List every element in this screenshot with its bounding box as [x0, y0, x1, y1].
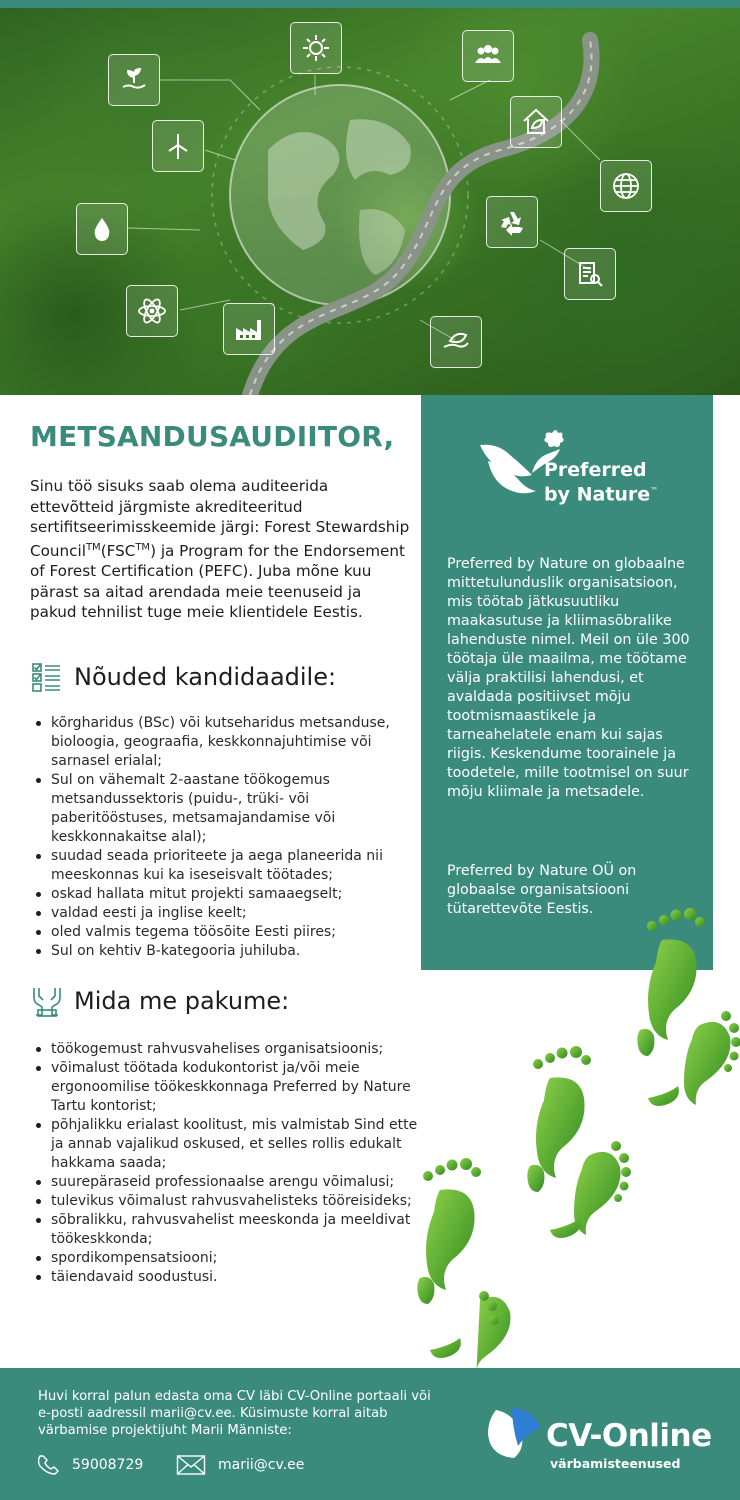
- wind-turbine-icon: [152, 120, 204, 172]
- list-item: oled valmis tegema töösõite Eesti piires;: [36, 923, 408, 942]
- list-item: täiendavaid soodustusi.: [36, 1268, 420, 1287]
- footer-contact-text: Huvi korral palun edasta oma CV läbi CV-Online portaali või e-posti aadressil marii@cv.ee. Küsimuste korral aitab värbamise projektijuht Marii Männiste:: [38, 1389, 431, 1438]
- list-item: sõbralikku, rahvusvahelist meeskonda ja meeldivat töökeskkonda;: [36, 1211, 420, 1249]
- list-item: spordikompensatsiooni;: [36, 1249, 420, 1268]
- company-logo-line1: Preferred: [544, 459, 647, 481]
- list-item: oskad hallata mitut projekti samaaegselt;: [36, 885, 408, 904]
- list-item: suurepäraseid professionaalse arengu võimalusi;: [36, 1173, 420, 1192]
- list-item: suudad seada prioriteete ja aega planeerida nii meeskonnas kui ka iseseisvalt töötades;: [36, 847, 408, 885]
- company-subsidiary: Preferred by Nature OÜ on globaalse organisatsiooni tütarettevõte Eestis.: [447, 863, 637, 917]
- job-intro: Sinu töö sisuks saab olema auditeerida ettevõtteid järgmiste akrediteeritud sertifitseerimisskeemide järgi: Forest Stewardship Council™(FSC™) ja Program for the Endorsement of Forest Certification (PEFC). Juba mõne kuu pärast sa aitad arendada meie teenuseid ja pakud tehnilist tuge meie klientidele Eestis.: [30, 477, 410, 622]
- leaf-hand-icon: [430, 316, 482, 368]
- handshake-hands-icon: [30, 984, 64, 1018]
- list-item: Sul on kehtiv B-kategooria juhiluba.: [36, 942, 408, 961]
- cv-online-logo-subtitle: värbamisteenused: [550, 1456, 681, 1471]
- company-logo-line2: by Nature™: [544, 483, 659, 506]
- requirements-list: [36, 714, 408, 961]
- checklist-icon: [30, 660, 64, 694]
- trademark-mark: TM: [135, 541, 151, 553]
- plant-hand-icon: [108, 54, 160, 106]
- list-item: töökogemust rahvusvahelises organisatsioonis;: [36, 1040, 420, 1059]
- list-item: Sul on vähemalt 2-aastane töökogemus metsandussektoris (puidu-, trüki- või paberitööstuses, metsamajandamise või keskkonnakaitse alal);: [36, 771, 408, 847]
- phone-number[interactable]: 59008729: [72, 1457, 144, 1473]
- recycle-icon: [486, 196, 538, 248]
- people-icon: [462, 30, 514, 82]
- email-contact[interactable]: [176, 1454, 304, 1476]
- hero-image: [0, 0, 740, 395]
- list-item: võimalust töötada kodukontorist ja/või meie ergonoomilise töökeskkonnaga Preferred by Nature Tartu kontorist;: [36, 1059, 420, 1116]
- phone-icon: [38, 1454, 60, 1476]
- document-search-icon: [564, 248, 616, 300]
- leaf-footprints-decoration: [400, 900, 740, 1370]
- mail-icon: [176, 1454, 206, 1476]
- cv-online-logo-icon: [488, 1404, 546, 1460]
- list-item: põhjalikku erialast koolitust, mis valmistab Sind ette ja annab vajalikud oskused, et selles rollis edukalt hakkama saada;: [36, 1116, 420, 1173]
- atom-icon: [126, 285, 178, 337]
- company-about: Preferred by Nature on globaalne mittetulunduslik organisatsioon, mis töötab jätkusuutliku maakasutuse ja kliimasõbralike lahenduste nimel. Meil on üle 300 töötaja üle maailma, me töötame välja praktilisi lahendusi, et avaldada positiivset mõju tootmismaastikele ja tarneahelatele enam kui sajas riigis. Keskendume toorainele ja toodetele, mille tootmisel on suur mõju kliimale ja metsadele.: [447, 556, 690, 800]
- requirements-heading: Nõuded kandidaadile:: [30, 660, 336, 694]
- water-drop-icon: [76, 203, 128, 255]
- trademark-mark: TM: [85, 541, 101, 553]
- cv-online-logo-text: CV-Online: [546, 1418, 712, 1454]
- list-item: kõrgharidus (BSc) või kutseharidus metsanduse, bioloogia, geograafia, keskkonnajuhtimise või sarnasel erialal;: [36, 714, 408, 771]
- eco-house-icon: [510, 96, 562, 148]
- list-item: valdad eesti ja inglise keelt;: [36, 904, 408, 923]
- job-title: METSANDUSAUDIITOR,: [30, 420, 395, 453]
- globe-grid-icon: [600, 160, 652, 212]
- list-item: tulevikus võimalust rahvusvahelisteks tööreisideks;: [36, 1192, 420, 1211]
- offer-list: [36, 1040, 420, 1287]
- email-address[interactable]: marii@cv.ee: [218, 1457, 305, 1473]
- factory-icon: [223, 303, 275, 355]
- phone-contact[interactable]: [38, 1454, 143, 1476]
- offer-heading: Mida me pakume:: [30, 984, 289, 1018]
- sun-icon: [290, 22, 342, 74]
